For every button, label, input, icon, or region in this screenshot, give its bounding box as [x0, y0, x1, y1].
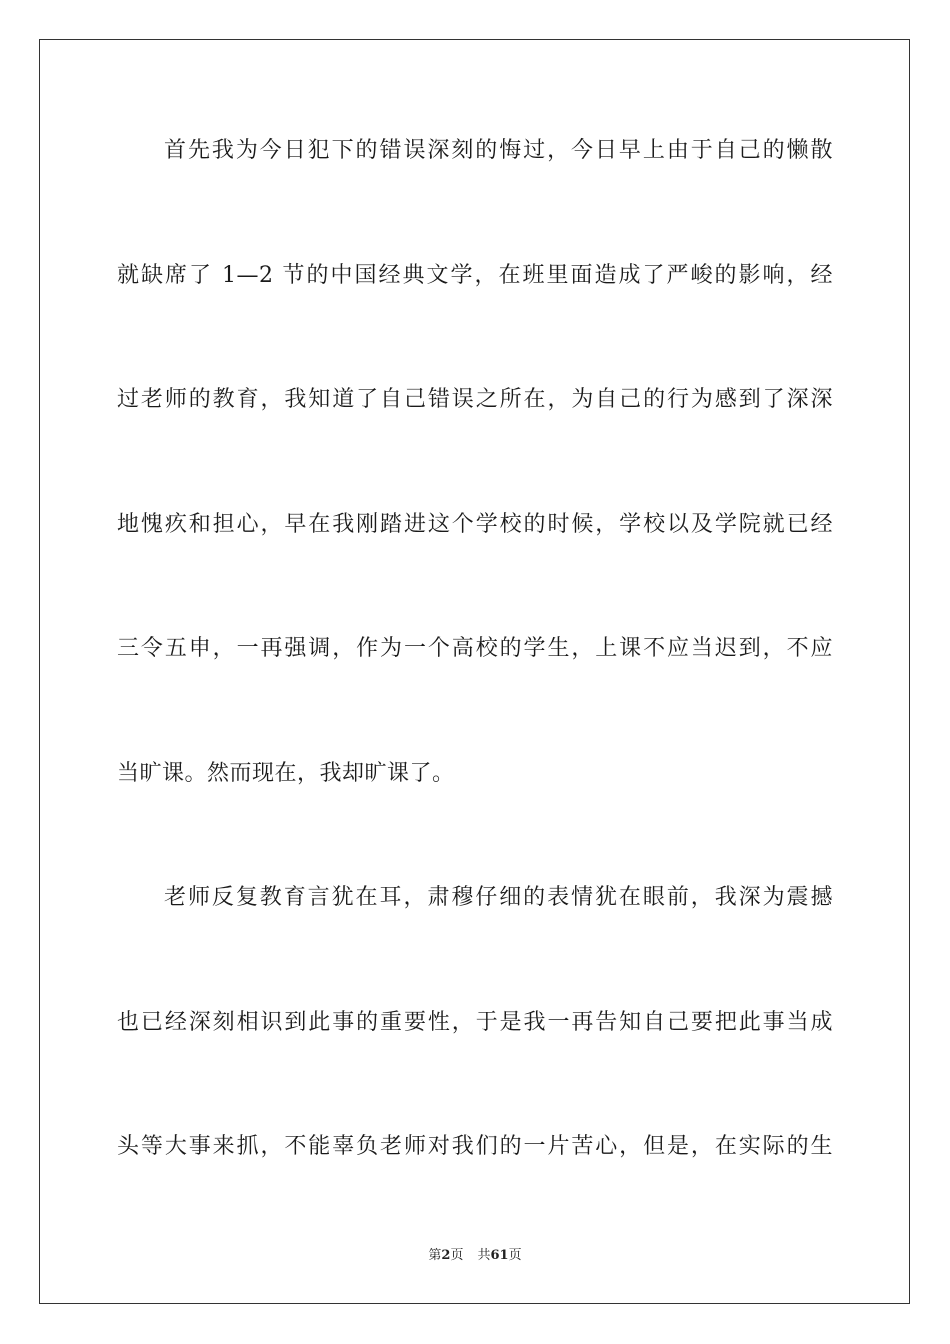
paragraph-2-line-3: 头等大事来抓，不能辜负老师对我们的一片苦心，但是，在实际的生	[117, 1134, 833, 1159]
page-footer	[0, 1247, 950, 1265]
paragraph-1-line-4: 地愧疚和担心，早在我刚踏进这个学校的时候，学校以及学院就已经	[117, 512, 833, 537]
total-prefix: 共	[477, 1248, 491, 1263]
total-pages-number: 61	[490, 1248, 509, 1263]
current-page-number: 2	[441, 1248, 451, 1263]
paragraph-1-line-2: 就缺席了 1—2 节的中国经典文学，在班里面造成了严峻的影响，经	[117, 263, 833, 288]
page-suffix: 页	[450, 1248, 464, 1263]
paragraph-1-line-1: 首先我为今日犯下的错误深刻的悔过，今日早上由于自己的懒散	[164, 138, 833, 163]
paragraph-1-line-5: 三令五申，一再强调，作为一个高校的学生，上课不应当迟到，不应	[117, 636, 833, 661]
paragraph-1-line-6: 当旷课。然而现在，我却旷课了。	[117, 761, 455, 786]
paragraph-1-line-3: 过老师的教育，我知道了自己错误之所在，为自己的行为感到了深深	[117, 387, 833, 412]
page-border	[39, 39, 910, 1304]
paragraph-2-line-1: 老师反复教育言犹在耳，肃穆仔细的表情犹在眼前，我深为震撼	[164, 885, 833, 910]
paragraph-2-line-2: 也已经深刻相识到此事的重要性，于是我一再告知自己要把此事当成	[117, 1010, 833, 1035]
total-suffix: 页	[508, 1248, 522, 1263]
page-prefix: 第	[428, 1248, 442, 1263]
